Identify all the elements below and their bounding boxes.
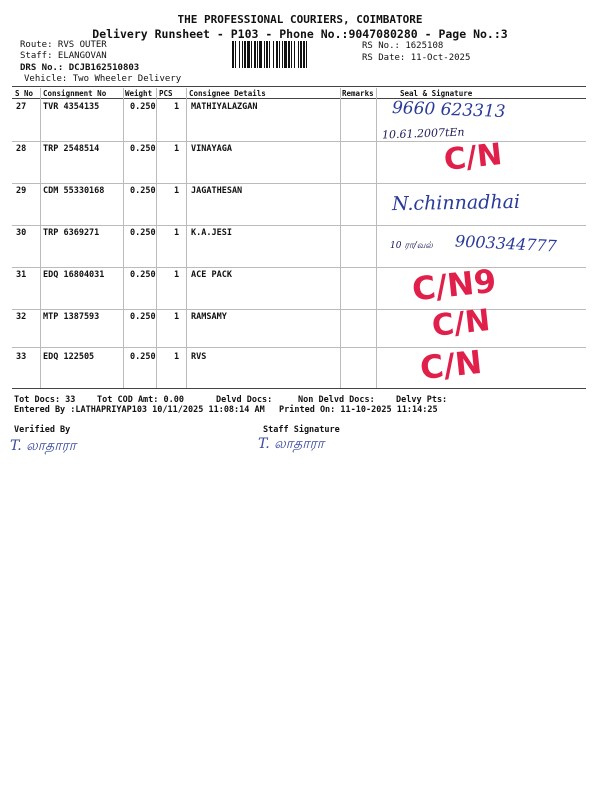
entered-by: Entered By :LATHAPRIYAP103 10/11/2025 11:08:14 AM (14, 405, 265, 415)
col-header-consignment: Consignment No (43, 89, 107, 98)
row-rule (12, 183, 586, 184)
col-header-seal: Seal & Signature (400, 89, 473, 98)
col-header-consignee: Consignee Details (189, 89, 266, 98)
delivery-points: Delvy Pts: (396, 395, 448, 405)
col-separator (186, 88, 187, 388)
handwritten-signature: N.chinnadhai (391, 190, 521, 216)
row-sno: 29 (16, 186, 27, 196)
col-header-weight: Weight (125, 89, 153, 98)
cn-stamp: C/N (418, 342, 484, 388)
row-weight: 0.250 (130, 102, 156, 112)
row-sno: 32 (16, 312, 27, 322)
handwritten-phone: 9003344777 (454, 231, 558, 256)
rs-number: RS No.: 1625108 (362, 41, 444, 51)
row-weight: 0.250 (130, 186, 156, 196)
row-pcs: 1 (174, 228, 180, 238)
row-weight: 0.250 (130, 352, 156, 362)
row-consignment: MTP 1387593 (43, 312, 100, 322)
row-pcs: 1 (174, 312, 180, 322)
row-weight: 0.250 (130, 228, 156, 238)
row-rule (12, 267, 586, 268)
staff-signature: T. லாதாரா (258, 436, 325, 452)
handwritten-note: 10.61.2007tEn (381, 125, 465, 142)
staff-label: Staff: ELANGOVAN (20, 51, 107, 61)
total-docs: Tot Docs: 33 (14, 395, 76, 405)
barcode (232, 41, 356, 68)
row-consignee: ACE PACK (191, 270, 232, 280)
row-sno: 27 (16, 102, 27, 112)
row-consignment: TVR 4354135 (43, 102, 100, 112)
drs-number: DRS No.: DCJB162510803 (20, 63, 140, 73)
col-separator (376, 88, 377, 388)
total-cod-amount: Tot COD Amt: 0.00 (97, 395, 184, 405)
runsheet-title: Delivery Runsheet - P103 - Phone No.:9047080280 - Page No.:3 (92, 27, 508, 41)
col-separator (156, 88, 157, 388)
row-pcs: 1 (174, 186, 180, 196)
non-delivered-docs: Non Delvd Docs: (298, 395, 375, 405)
row-pcs: 1 (174, 352, 180, 362)
row-consignee: RVS (191, 352, 207, 362)
col-header-pcs: PCS (159, 89, 173, 98)
row-rule (12, 309, 586, 310)
route-label: Route: RVS OUTER (20, 40, 107, 50)
row-rule (12, 225, 586, 226)
row-sno: 30 (16, 228, 27, 238)
col-header-remarks: Remarks (342, 89, 374, 98)
row-rule (12, 347, 586, 348)
col-separator (40, 88, 41, 388)
row-weight: 0.250 (130, 312, 156, 322)
row-sno: 28 (16, 144, 27, 154)
cn-stamp: C/N9 (410, 261, 498, 309)
staff-signature-label: Staff Signature (263, 425, 340, 435)
verified-signature: T. லாதாரா (10, 438, 77, 454)
row-sno: 33 (16, 352, 27, 362)
row-consignment: EDQ 122505 (43, 352, 95, 362)
row-consignee: MATHIYALAZGAN (191, 102, 258, 112)
row-pcs: 1 (174, 270, 180, 280)
handwritten-phone: 9660 623313 (391, 98, 506, 122)
row-pcs: 1 (174, 144, 180, 154)
row-sno: 31 (16, 270, 27, 280)
printed-on: Printed On: 11-10-2025 11:14:25 (279, 405, 438, 415)
row-consignee: K.A.JESI (191, 228, 232, 238)
row-consignment: CDM 55330168 (43, 186, 105, 196)
row-consignment: TRP 2548514 (43, 144, 100, 154)
verified-by-label: Verified By (14, 425, 71, 435)
row-consignee: JAGATHESAN (191, 186, 243, 196)
col-separator (123, 88, 124, 388)
row-consignee: RAMSAMY (191, 312, 227, 322)
rs-date: RS Date: 11-Oct-2025 (362, 53, 471, 63)
cn-stamp: C/N (442, 137, 504, 178)
vehicle-label: Vehicle: Two Wheeler Delivery (24, 74, 182, 84)
row-consignment: EDQ 16804031 (43, 270, 105, 280)
row-weight: 0.250 (130, 144, 156, 154)
col-separator (340, 88, 341, 388)
row-pcs: 1 (174, 102, 180, 112)
company-title: THE PROFESSIONAL COURIERS, COIMBATORE (177, 13, 423, 26)
delivered-docs: Delvd Docs: (216, 395, 273, 405)
row-consignment: TRP 6369271 (43, 228, 100, 238)
table-top-rule (12, 86, 586, 87)
row-consignee: VINAYAGA (191, 144, 232, 154)
col-header-sno: S No (15, 89, 34, 98)
cn-stamp: C/N (430, 303, 492, 344)
handwritten-note: 10 ரா/வல் (390, 241, 433, 251)
row-weight: 0.250 (130, 270, 156, 280)
table-header-rule (12, 98, 586, 99)
table-bottom-rule (12, 388, 586, 389)
